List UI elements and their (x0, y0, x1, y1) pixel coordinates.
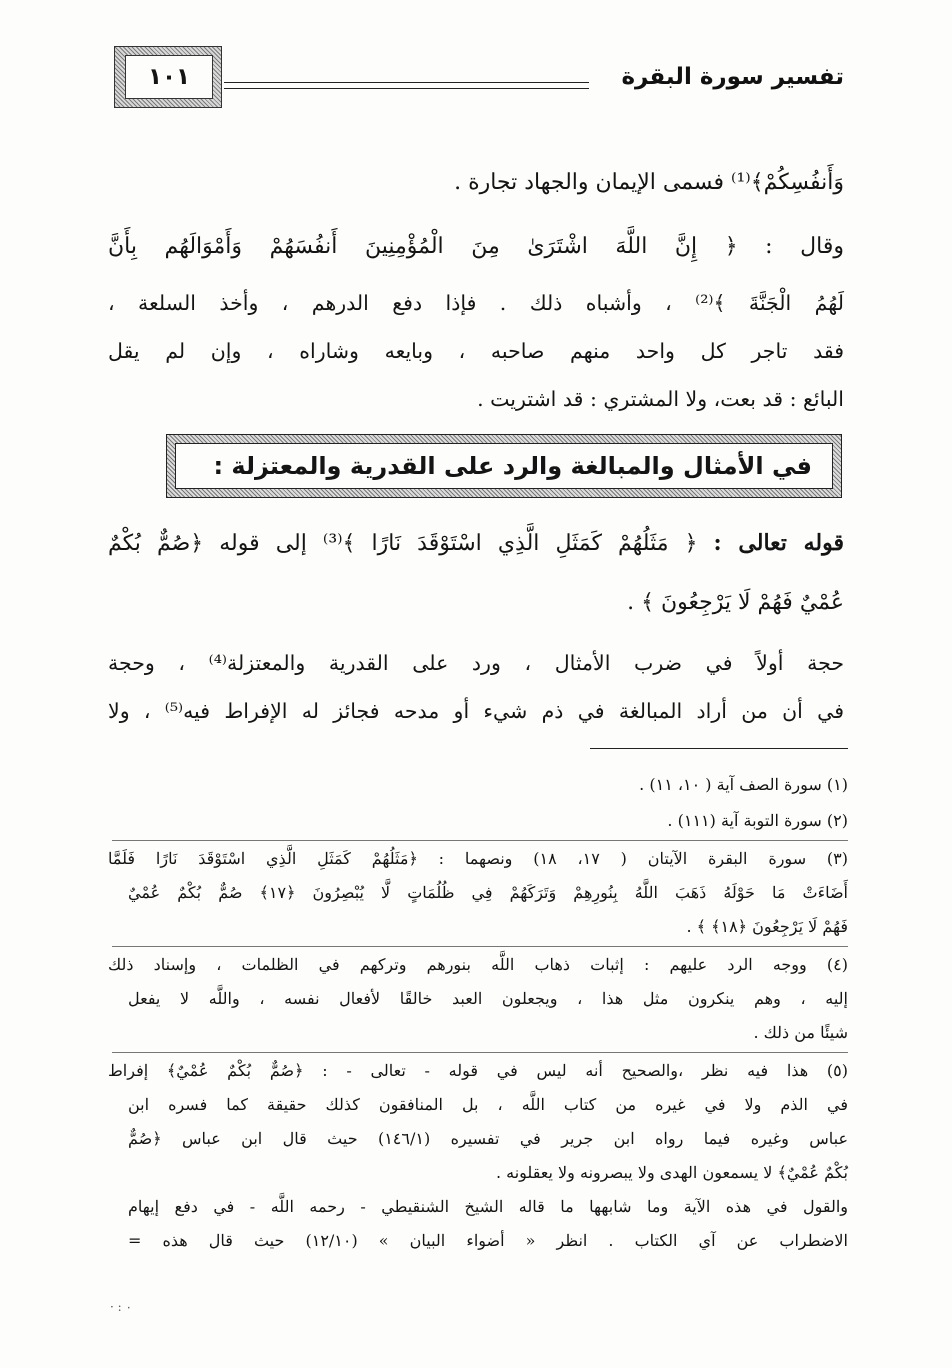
footnote-continuation: في الذم ولا في غيره من كتاب اللَّه ، بل المنافقون كذلك حقيقة كما فسره ابن (128, 1095, 848, 1114)
footnote-continuation: فَهُمْ لَا يَرْجِعُونَ ﴿١٨﴾ ﴾ . (686, 917, 848, 936)
footnote-continuation: عباس وغيره فيما رواه ابن جرير في تفسيره (١٤٦/١) حيث قال ابن عباس ﴿صُمٌّ (128, 1129, 848, 1148)
footnote-continuation: بُكْمٌ عُمْيٌ﴾ لا يسمعون الهدى ولا يبصرونه ولا يعقلونه . (495, 1163, 848, 1182)
footnote-continuation: إليه ، وهم ينكرون مثل هذا ، ويجعلون العبد خالقًا لأفعال نفسه ، واللَّه لا يفعل (128, 989, 848, 1008)
page-number: ١٠١ (125, 55, 213, 99)
body-line (108, 528, 844, 559)
body-line: وقال : ﴿ إِنَّ اللَّهَ اشْتَرَىٰ مِنَ الْمُؤْمِنِينَ أَنفُسَهُمْ وَأَمْوَالَهُم بِأَنَّ (108, 234, 844, 259)
footnote-separator (112, 1052, 848, 1053)
footnote-separator (112, 840, 848, 841)
footnote: (٥) هذا فيه نظر ،والصحيح أنه ليس في قوله - تعالى - : ﴿صُمٌّ بُكْمٌ عُمْيٌ﴾ إفراط (108, 1061, 848, 1080)
footnote-continuation: أَضَاءَتْ مَا حَوْلَهُ ذَهَبَ اللَّهُ بِنُورِهِمْ وَتَرَكَهُمْ فِي ظُلُمَاتٍ لَّا يُبْصِرُونَ ﴿١٧﴾ صُمٌّ بُكْمٌ عُمْيٌ (128, 883, 849, 902)
verse-label: قوله تعالى : (713, 530, 844, 556)
footnote: (١) سورة الصف آية ( ١٠، ١١) . (639, 775, 848, 794)
body-line: وَأَنفُسِكُمْ﴾⁽¹⁾ فسمى الإيمان والجهاد تجارة . (454, 170, 844, 195)
section-heading: في الأمثال والمبالغة والرد على القدرية والمعتزلة : (175, 443, 833, 489)
section-heading-frame (166, 434, 842, 498)
page-number-frame (114, 46, 222, 108)
footnote-continuation: والقول في هذه الآية وما شابهها ما قاله الشيخ الشنقيطي - رحمه اللَّه - في دفع إيهام (128, 1197, 848, 1216)
footnote: (٤) ووجه الرد عليهم : إثبات ذهاب اللَّه بنورهم وتركهم في الظلمات ، وإسناد ذلك (108, 955, 848, 974)
body-line: لَهُمُ الْجَنَّةَ ﴾⁽²⁾ ، وأشباه ذلك . فإذا دفع الدرهم ، وأخذ السلعة ، (108, 291, 844, 315)
footnote: (٣) سورة البقرة الآيتان ( ١٧، ١٨) ونصهما : ﴿مَثَلُهُمْ كَمَثَلِ الَّذِي اسْتَوْقَدَ نَارًا فَلَمَّا (108, 849, 849, 868)
footnote: (٢) سورة التوبة آية (١١١) . (667, 811, 848, 830)
body-line: البائع : قد بعت، ولا المشتري : قد اشتريت . (477, 387, 844, 411)
verse-text: ﴿ مَثَلُهُمْ كَمَثَلِ الَّذِي اسْتَوْقَدَ نَارًا ﴾⁽³⁾ إلى قوله ﴿صُمٌّ بُكْمٌ (108, 531, 698, 556)
header-rule-bottom (224, 88, 589, 89)
running-header-title: تفسير سورة البقرة (621, 64, 844, 90)
bottom-page-mark: ٠ : · (110, 1300, 132, 1314)
header-rule-top (224, 82, 589, 83)
footnote-rule (590, 748, 848, 749)
footnote-continuation: الاضطراب عن آي الكتاب . انظر « أضواء البيان » (١٢/١٠) حيث قال هذه = (128, 1231, 849, 1250)
body-line: في أن من أراد المبالغة في ذم شيء أو مدحه فجائز له الإفراط فيه⁽⁵⁾ ، ولا (108, 699, 844, 723)
body-line: حجة أولاً في ضرب الأمثال ، ورد على القدرية والمعتزلة⁽⁴⁾ ، وحجة (108, 651, 844, 675)
body-line: فقد تاجر كل واحد منهم صاحبه ، وبايعه وشاراه ، وإن لم يقل (108, 339, 844, 363)
footnote-continuation: شيئًا من ذلك . (753, 1023, 848, 1042)
footnote-separator (112, 946, 848, 947)
body-line: عُمْيٌ فَهُمْ لَا يَرْجِعُونَ ﴾ . (627, 590, 844, 615)
